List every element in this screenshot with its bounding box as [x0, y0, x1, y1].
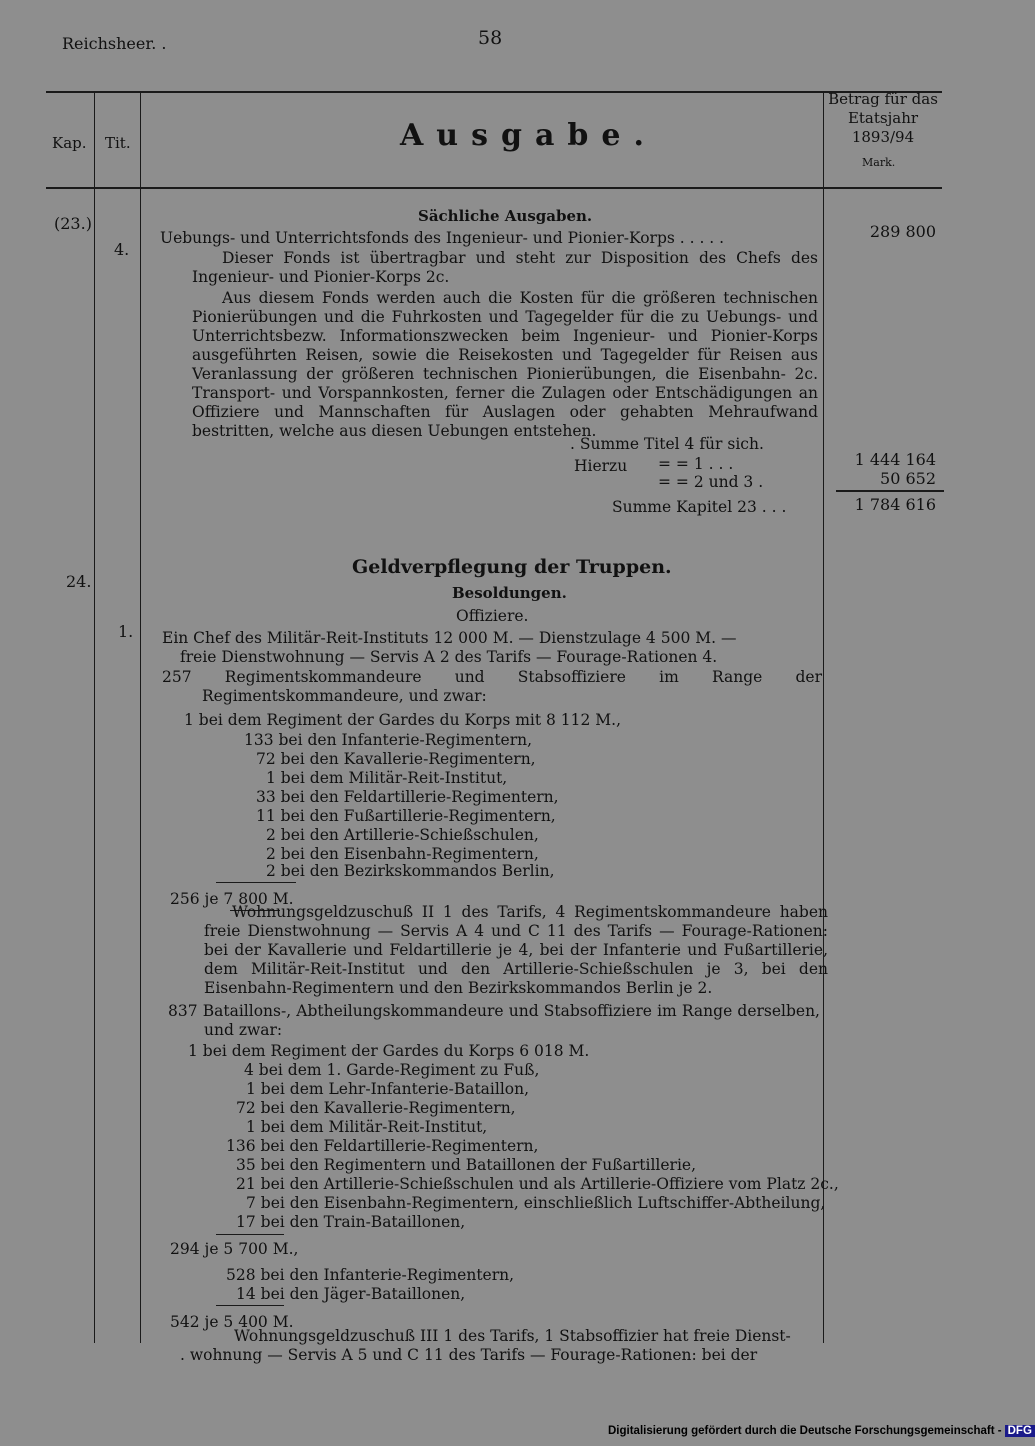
- running-head: Reichsheer. .: [62, 34, 167, 53]
- column-divider-betrag: [823, 93, 824, 1343]
- column-header-tit: Tit.: [105, 134, 131, 152]
- item-note-2: Aus diesem Fonds werden auch die Kosten für die größeren technischen Pionierübungen und die Fuhrkosten und Tagegelder für die zu Uebungs- und Unterrichtsbezw. Informationszwecken beim Ingenieur- und Pionier-Korps ausgeführten Reisen, sowie die Reisekosten und Tagegelder für Reisen aus Veranlassung der größeren technischen Pionierübungen, die Eisenbahn- 2c. Transport- und Vorspannkosten, ferner die Zulagen oder Entschädigungen an Offiziere und Mannschaften für Auslagen oder gehabten Mehraufwand bestritten, welche aus diesen Uebungen entstehen.: [192, 289, 818, 440]
- list-line: 2 bei den Eisenbahn-Regimentern,: [266, 845, 539, 863]
- list-line: 14 bei den Jäger-Bataillonen,: [236, 1285, 466, 1303]
- text-line: Wohnungsgeldzuschuß III 1 des Tarifs, 1 Stabsoffizier hat freie Dienst-: [234, 1327, 791, 1345]
- subtotal-line: 256 je 7 800 M.: [170, 890, 294, 908]
- sum-rule: [836, 490, 944, 492]
- kapitel-number: 24.: [66, 572, 92, 591]
- list-line: 1 bei dem Regiment der Gardes du Korps mit 8 112 M.,: [184, 711, 622, 729]
- sum-titel: . Summe Titel 4 für sich.: [570, 435, 764, 453]
- list-line: 33 bei den Feldartillerie-Regimentern,: [256, 788, 559, 806]
- footer-text: Digitalisierung gefördert durch die Deutsche Forschungsgemeinschaft -: [608, 1425, 1002, 1437]
- list-line: 2 bei den Artillerie-Schießschulen,: [266, 826, 539, 844]
- hierzu-row-1: = = 1 . . .: [658, 455, 734, 473]
- dfg-logo: DFG: [1005, 1425, 1035, 1437]
- column-header-betrag: Betrag für das Etatsjahr 1893/94: [828, 90, 938, 146]
- list-line: 133 bei den Infanterie-Regimentern,: [244, 731, 533, 749]
- titel-number: 4.: [114, 240, 130, 259]
- section-heading: Geldverpflegung der Truppen.: [352, 556, 672, 578]
- list-line: 1 bei dem Regiment der Gardes du Korps 6 018 M.: [188, 1042, 590, 1060]
- text-paragraph: Wohnungsgeldzuschuß II 1 des Tarifs, 4 Regimentskommandeure haben freie Dienstwohnung — Servis A 4 und C 11 des Tarifs — Fourage-Rationen: bei der Kavallerie und Feldartillerie je 4, bei der Infanterie und Fußartillerie, dem Militär-Reit-Institut und den Artillerie-Schießschulen je 3, bei den Eisenbahn-Regimentern und den Bezirkskommandos Berlin je 2.: [204, 903, 828, 997]
- list-line: 11 bei den Fußartillerie-Regimentern,: [256, 807, 556, 825]
- item-amount: 289 800: [869, 222, 936, 241]
- text-line: Ein Chef des Militär-Reit-Instituts 12 000 M. — Dienstzulage 4 500 M. —: [162, 629, 737, 647]
- item-note-1: Dieser Fonds ist übertragbar und steht zur Disposition des Chefs des Ingenieur- und Pionier-Korps 2c.: [192, 249, 818, 286]
- kapitel-number: (23.): [54, 214, 92, 233]
- subtotal-rule: [216, 882, 296, 883]
- list-line: 136 bei den Feldartillerie-Regimentern,: [226, 1137, 539, 1155]
- sum-kapitel: Summe Kapitel 23 . . .: [612, 498, 787, 516]
- section-subsubheading: Offiziere.: [456, 607, 529, 625]
- list-line: 17 bei den Train-Bataillonen,: [236, 1213, 466, 1231]
- list-line: 72 bei den Kavallerie-Regimentern,: [236, 1099, 516, 1117]
- list-line: 72 bei den Kavallerie-Regimentern,: [256, 750, 536, 768]
- list-line: 1 bei dem Militär-Reit-Institut,: [246, 1118, 488, 1136]
- subtotal-rule: [216, 1234, 284, 1235]
- text-paragraph: 257 Regimentskommandeure und Stabsoffiziere im Range der Regimentskommandeure, und zwar:: [162, 668, 822, 705]
- list-line: 4 bei dem 1. Garde-Regiment zu Fuß,: [244, 1061, 540, 1079]
- item-title: Uebungs- und Unterrichtsfonds des Ingenieur- und Pionier-Korps . . . . .: [160, 229, 725, 247]
- hierzu-label: Hierzu: [574, 457, 628, 475]
- section-heading: Sächliche Ausgaben.: [418, 207, 593, 225]
- column-divider-tit: [140, 93, 141, 1343]
- text-line: . wohnung — Servis A 5 und C 11 des Tarifs — Fourage-Rationen: bei der: [180, 1346, 758, 1364]
- column-header-kap: Kap.: [52, 134, 87, 152]
- hierzu-row-1-amount: 1 444 164: [854, 450, 936, 469]
- hierzu-row-2: = = 2 und 3 .: [658, 473, 764, 491]
- subtotal-line: 294 je 5 700 M.,: [170, 1240, 299, 1258]
- sum-kapitel-amount: 1 784 616: [854, 495, 936, 514]
- section-subheading: Besoldungen.: [452, 584, 567, 602]
- list-line: 21 bei den Artillerie-Schießschulen und als Artillerie-Offiziere vom Platz 2c.,: [236, 1175, 839, 1193]
- text-paragraph: 837 Bataillons-, Abtheilungskommandeure und Stabsoffiziere im Range derselben, und zwar:: [168, 1002, 820, 1039]
- column-header-unit: Mark.: [862, 156, 896, 169]
- page-number: 58: [478, 27, 503, 49]
- list-line: 1 bei dem Lehr-Infanterie-Bataillon,: [246, 1080, 530, 1098]
- text-line: freie Dienstwohnung — Servis A 2 des Tarifs — Fourage-Rationen 4.: [180, 648, 718, 666]
- column-header-title: Ausgabe.: [400, 118, 657, 153]
- list-line: 528 bei den Infanterie-Regimentern,: [226, 1266, 515, 1284]
- list-line: 35 bei den Regimentern und Bataillonen der Fußartillerie,: [236, 1156, 697, 1174]
- header-top-rule: [46, 91, 942, 93]
- list-line: 7 bei den Eisenbahn-Regimentern, einschließlich Luftschiffer-Abtheilung,: [246, 1194, 826, 1212]
- header-bottom-rule: [46, 187, 942, 189]
- footer-credit: [608, 1425, 1035, 1437]
- list-line: 1 bei dem Militär-Reit-Institut,: [266, 769, 508, 787]
- subtotal-line: 542 je 5 400 M.: [170, 1313, 294, 1331]
- titel-number: 1.: [118, 622, 134, 641]
- hierzu-row-2-amount: 50 652: [880, 469, 936, 488]
- subtotal-rule: [216, 1305, 284, 1306]
- column-divider-kap: [94, 93, 95, 1343]
- list-line: 2 bei den Bezirkskommandos Berlin,: [266, 862, 555, 880]
